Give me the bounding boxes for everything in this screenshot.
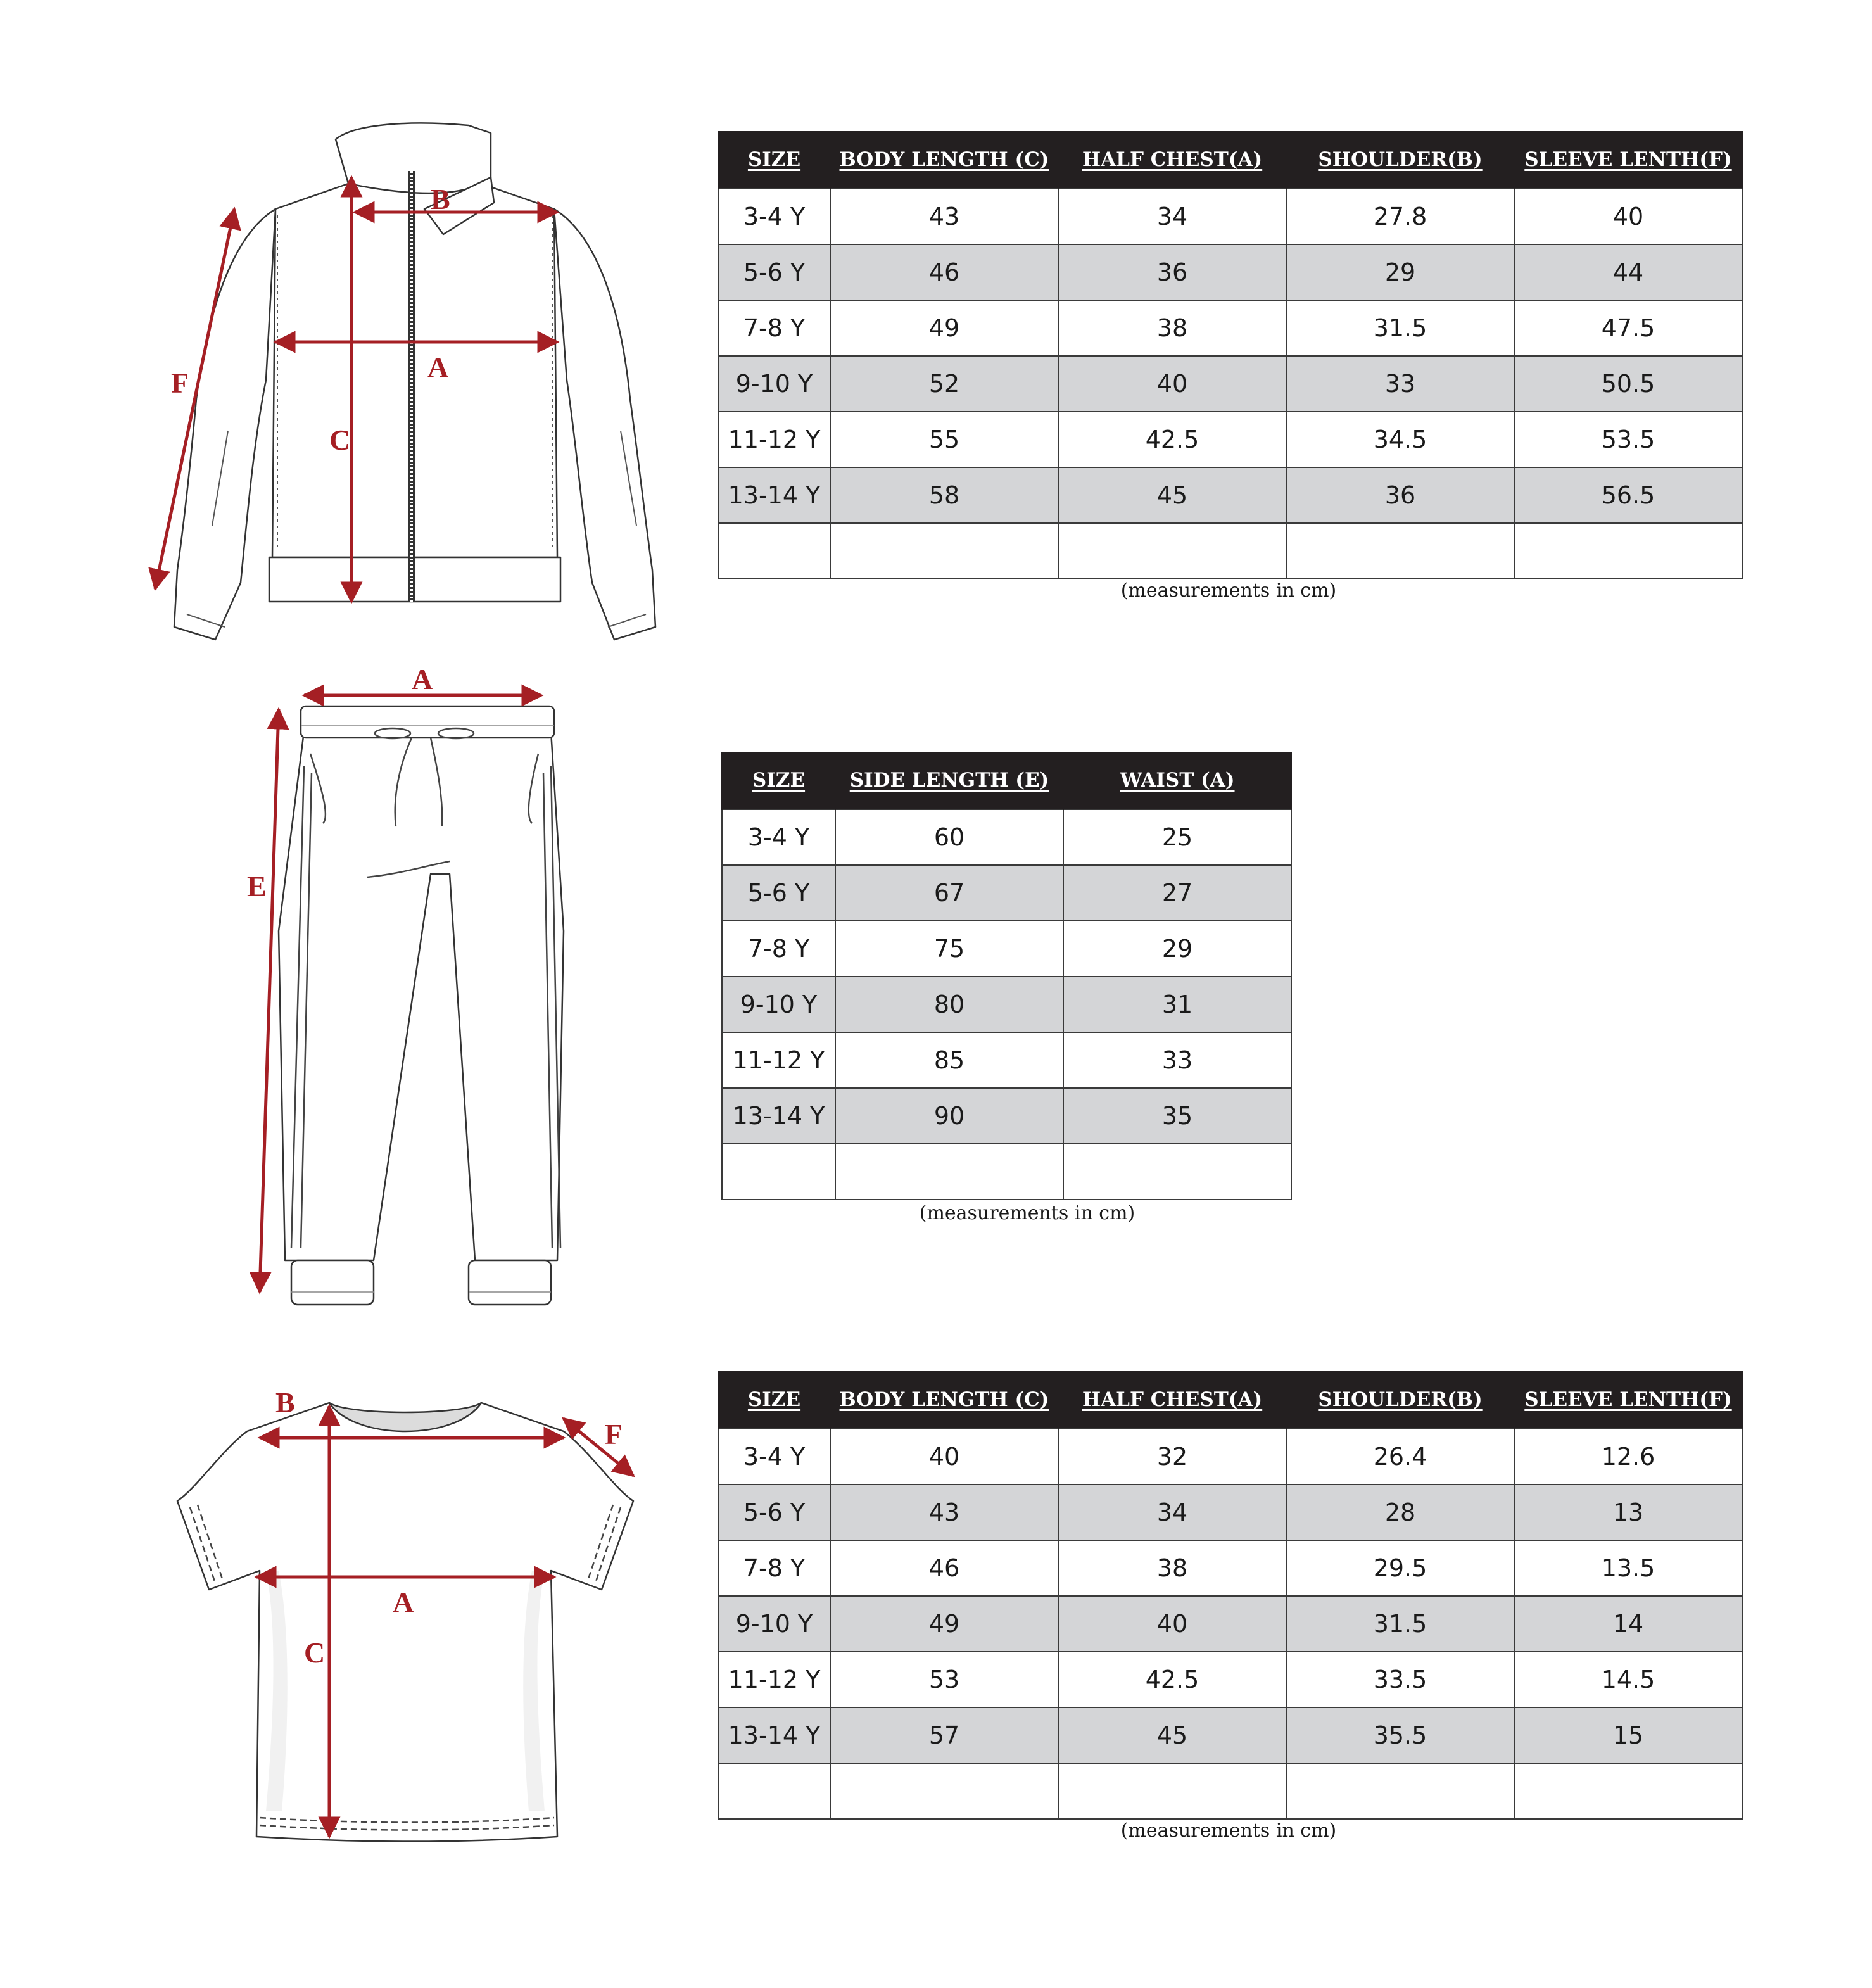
header-waist: WAIST (A) — [1063, 752, 1291, 809]
table-cell: 33 — [1286, 356, 1514, 412]
pants-measurement-note: (measurements in cm) — [919, 1202, 1135, 1224]
table-row — [722, 1088, 1291, 1144]
table-cell: 11-12 Y — [718, 412, 830, 467]
table-cell: 7-8 Y — [718, 300, 830, 356]
table-cell: 34.5 — [1286, 412, 1514, 467]
table-cell: 80 — [835, 977, 1063, 1032]
table-cell: 5-6 Y — [718, 1485, 830, 1540]
table-cell: 11-12 Y — [718, 1652, 830, 1707]
table-cell: 5-6 Y — [718, 244, 830, 300]
table-row — [718, 1763, 1742, 1819]
table-cell — [718, 1763, 830, 1819]
table-cell: 13 — [1514, 1485, 1742, 1540]
table-cell: 25 — [1063, 809, 1291, 865]
table-cell: 42.5 — [1058, 412, 1286, 467]
table-cell: 35 — [1063, 1088, 1291, 1144]
table-row — [722, 921, 1291, 977]
table-cell: 11-12 Y — [722, 1032, 835, 1088]
table-cell: 85 — [835, 1032, 1063, 1088]
table-cell: 38 — [1058, 300, 1286, 356]
table-cell: 60 — [835, 809, 1063, 865]
table-cell: 32 — [1058, 1429, 1286, 1485]
table-cell: 56.5 — [1514, 467, 1742, 523]
tshirt-diagram — [171, 1381, 652, 1868]
jacket-diagram — [139, 114, 684, 652]
table-row — [718, 1707, 1742, 1763]
table-cell: 13.5 — [1514, 1540, 1742, 1596]
table-cell: 40 — [830, 1429, 1058, 1485]
table-row — [718, 356, 1742, 412]
table-row — [718, 1652, 1742, 1707]
table-cell — [1063, 1144, 1291, 1200]
table-cell — [1058, 1763, 1286, 1819]
table-cell: 52 — [830, 356, 1058, 412]
table-header-row — [722, 752, 1291, 809]
table-cell: 45 — [1058, 1707, 1286, 1763]
label-c: C — [329, 424, 351, 456]
table-row — [718, 1596, 1742, 1652]
table-cell: 27.8 — [1286, 189, 1514, 244]
table-cell: 53 — [830, 1652, 1058, 1707]
pants-size-table — [721, 752, 1292, 1200]
table-cell: 49 — [830, 300, 1058, 356]
table-cell: 9-10 Y — [718, 1596, 830, 1652]
table-cell: 58 — [830, 467, 1058, 523]
table-cell: 3-4 Y — [718, 1429, 830, 1485]
table-cell — [722, 1144, 835, 1200]
table-cell: 27 — [1063, 865, 1291, 921]
table-cell — [1058, 523, 1286, 579]
table-cell: 57 — [830, 1707, 1058, 1763]
header-half-chest: HALF CHEST(A) — [1058, 1371, 1286, 1429]
table-cell: 67 — [835, 865, 1063, 921]
table-cell: 43 — [830, 189, 1058, 244]
table-cell: 40 — [1058, 1596, 1286, 1652]
table-row — [722, 1032, 1291, 1088]
table-cell: 15 — [1514, 1707, 1742, 1763]
label-f: F — [171, 367, 189, 399]
table-cell: 33 — [1063, 1032, 1291, 1088]
table-cell: 49 — [830, 1596, 1058, 1652]
table-cell: 28 — [1286, 1485, 1514, 1540]
table-cell: 45 — [1058, 467, 1286, 523]
table-cell: 46 — [830, 244, 1058, 300]
table-cell: 13-14 Y — [718, 1707, 830, 1763]
table-cell: 9-10 Y — [722, 977, 835, 1032]
table-cell: 40 — [1058, 356, 1286, 412]
table-cell: 38 — [1058, 1540, 1286, 1596]
header-body-length: BODY LENGTH (C) — [830, 1371, 1058, 1429]
tshirt-measurement-note: (measurements in cm) — [1120, 1820, 1337, 1842]
table-cell: 44 — [1514, 244, 1742, 300]
table-cell: 14.5 — [1514, 1652, 1742, 1707]
table-cell: 47.5 — [1514, 300, 1742, 356]
table-cell: 31.5 — [1286, 1596, 1514, 1652]
table-row — [718, 1429, 1742, 1485]
table-cell: 5-6 Y — [722, 865, 835, 921]
label-b: B — [431, 183, 450, 215]
table-cell: 13-14 Y — [718, 467, 830, 523]
label-a: A — [427, 351, 449, 383]
table-row — [722, 865, 1291, 921]
header-size: SIZE — [718, 131, 830, 189]
table-cell: 40 — [1514, 189, 1742, 244]
header-size: SIZE — [722, 752, 835, 809]
table-row — [718, 189, 1742, 244]
table-row — [718, 412, 1742, 467]
table-cell: 13-14 Y — [722, 1088, 835, 1144]
label-c: C — [304, 1637, 326, 1669]
header-sleeve-length: SLEEVE LENTH(F) — [1514, 131, 1742, 189]
table-cell: 31.5 — [1286, 300, 1514, 356]
table-cell — [1286, 523, 1514, 579]
label-e: E — [247, 870, 267, 902]
table-cell — [830, 1763, 1058, 1819]
table-cell: 36 — [1286, 467, 1514, 523]
table-cell: 29 — [1286, 244, 1514, 300]
table-cell — [1514, 1763, 1742, 1819]
table-cell: 3-4 Y — [718, 189, 830, 244]
table-cell: 14 — [1514, 1596, 1742, 1652]
table-row — [722, 809, 1291, 865]
header-shoulder: SHOULDER(B) — [1286, 1371, 1514, 1429]
table-header-row — [718, 1371, 1742, 1429]
table-row — [718, 1540, 1742, 1596]
label-f: F — [605, 1418, 623, 1450]
table-row — [722, 977, 1291, 1032]
jacket-measurement-note: (measurements in cm) — [1120, 579, 1337, 602]
table-cell: 31 — [1063, 977, 1291, 1032]
table-cell: 42.5 — [1058, 1652, 1286, 1707]
table-cell: 34 — [1058, 1485, 1286, 1540]
table-cell: 43 — [830, 1485, 1058, 1540]
table-cell — [1514, 523, 1742, 579]
table-cell: 46 — [830, 1540, 1058, 1596]
header-side-length: SIDE LENGTH (E) — [835, 752, 1063, 809]
table-cell: 35.5 — [1286, 1707, 1514, 1763]
table-row — [718, 244, 1742, 300]
tshirt-size-table — [718, 1371, 1743, 1820]
table-cell: 90 — [835, 1088, 1063, 1144]
table-row — [718, 523, 1742, 579]
table-row — [718, 467, 1742, 523]
table-cell — [835, 1144, 1063, 1200]
table-cell: 12.6 — [1514, 1429, 1742, 1485]
label-a: A — [412, 665, 433, 695]
pants-diagram — [241, 665, 583, 1317]
table-cell: 75 — [835, 921, 1063, 977]
table-row — [718, 300, 1742, 356]
table-cell: 53.5 — [1514, 412, 1742, 467]
table-row — [718, 1485, 1742, 1540]
label-a: A — [393, 1586, 414, 1618]
header-sleeve-length: SLEEVE LENTH(F) — [1514, 1371, 1742, 1429]
table-cell: 29 — [1063, 921, 1291, 977]
table-cell: 33.5 — [1286, 1652, 1514, 1707]
table-cell: 50.5 — [1514, 356, 1742, 412]
table-cell: 36 — [1058, 244, 1286, 300]
table-cell: 3-4 Y — [722, 809, 835, 865]
jacket-size-table — [718, 131, 1743, 579]
table-cell: 55 — [830, 412, 1058, 467]
header-half-chest: HALF CHEST(A) — [1058, 131, 1286, 189]
table-cell: 7-8 Y — [718, 1540, 830, 1596]
table-row — [722, 1144, 1291, 1200]
table-cell — [830, 523, 1058, 579]
table-cell — [718, 523, 830, 579]
header-shoulder: SHOULDER(B) — [1286, 131, 1514, 189]
table-header-row — [718, 131, 1742, 189]
label-b: B — [275, 1386, 295, 1419]
table-cell: 7-8 Y — [722, 921, 835, 977]
table-cell: 9-10 Y — [718, 356, 830, 412]
table-cell: 29.5 — [1286, 1540, 1514, 1596]
table-cell: 34 — [1058, 189, 1286, 244]
header-size: SIZE — [718, 1371, 830, 1429]
header-body-length: BODY LENGTH (C) — [830, 131, 1058, 189]
table-cell: 26.4 — [1286, 1429, 1514, 1485]
table-cell — [1286, 1763, 1514, 1819]
